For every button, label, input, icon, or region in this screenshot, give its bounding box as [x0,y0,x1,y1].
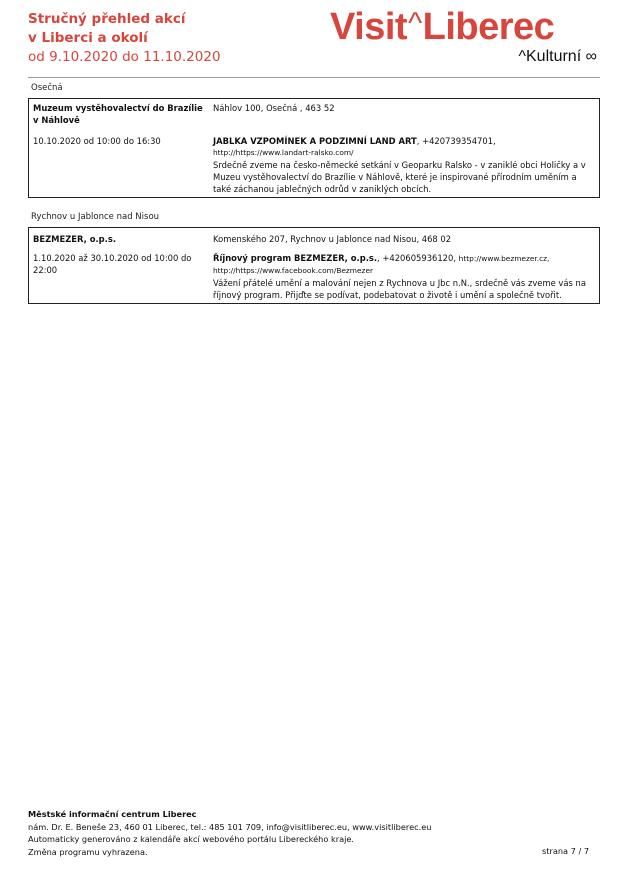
venue-name: BEZMEZER, o.p.s. [33,234,117,244]
document-title [28,10,221,67]
footer [28,808,431,858]
visit-liberec-logo [330,6,605,68]
title-line-1: Stručný přehled akcí [28,11,186,27]
event-datetime: 10.10.2020 od 10:00 do 16:30 [33,136,161,146]
footer-note-auto: Automaticky generováno z kalendáře akcí webového portálu Libereckého kraje. [28,834,355,844]
event-description: Vážení přátelé umění a malování nejen z Rychnova u Jbc n.N., srdečně vás zveme vás na říjnový program. Přijďte se podívat, podebatovat o životě i umění a společně tvořit. [213,278,586,300]
footer-note-change: Změna programu vyhrazena. [28,846,148,857]
event-url-inline[interactable]: http://www.bezmezer.cz, [458,254,550,263]
event-details [213,135,595,195]
event-datetime: 1.10.2020 až 30.10.2020 od 10:00 do 22:00 [33,253,192,275]
event-contact: , +420739354701, [416,136,496,146]
page-number: strana 7 / 7 [542,846,590,856]
venue-address: Komenského 207, Rychnov u Jablonce nad Nisou, 468 02 [213,234,452,244]
divider [28,77,600,78]
logo-wordmark [330,6,554,49]
date-range: od 9.10.2020 do 11.10.2020 [28,49,221,65]
event-card [28,227,600,304]
event-url[interactable]: http://https://www.facebook.com/Bezmezer [213,266,374,275]
event-name: Říjnový program BEZMEZER, o.p.s. [213,253,378,263]
location-heading: Osečná [31,83,63,93]
logo-liberec: Liberec [422,6,555,48]
logo-visit: Visit [330,6,408,48]
event-details [213,252,595,301]
location-heading: Rychnov u Jablonce nad Nisou [31,212,160,222]
logo-caret: ^ [408,7,422,40]
event-name: JABLKA VZPOMÍNEK A PODZIMNÍ LAND ART [213,136,417,146]
venue-name: Muzeum vystěhovalectví do Brazílie v Náhlově [33,103,203,125]
event-card [28,98,600,198]
venue-address: Náhlov 100, Osečná , 463 52 [213,103,335,113]
event-contact: , +420605936120, [377,253,459,263]
event-description: Srdečně zveme na česko-německé setkání v Geoparku Ralsko - v zaniklé obci Holičky a v Muzeu vystěhovalectví do Brazílie v Náhlově, které je inspirované přírodním uměním a také záchanou jablečných odrůd v zaniklých obcích. [213,160,586,194]
event-url[interactable]: http://https://www.landart-ralsko.com/ [213,148,354,157]
footer-org: Městské informační centrum Liberec [28,809,197,819]
logo-tagline: ^Kulturní ∞ [518,48,597,65]
title-line-2: v Liberci a okolí [28,30,148,46]
footer-address: nám. Dr. E. Beneše 23, 460 01 Liberec, tel.: 485 101 709, info@visitliberec.eu, www.visitliberec.eu [28,821,432,832]
